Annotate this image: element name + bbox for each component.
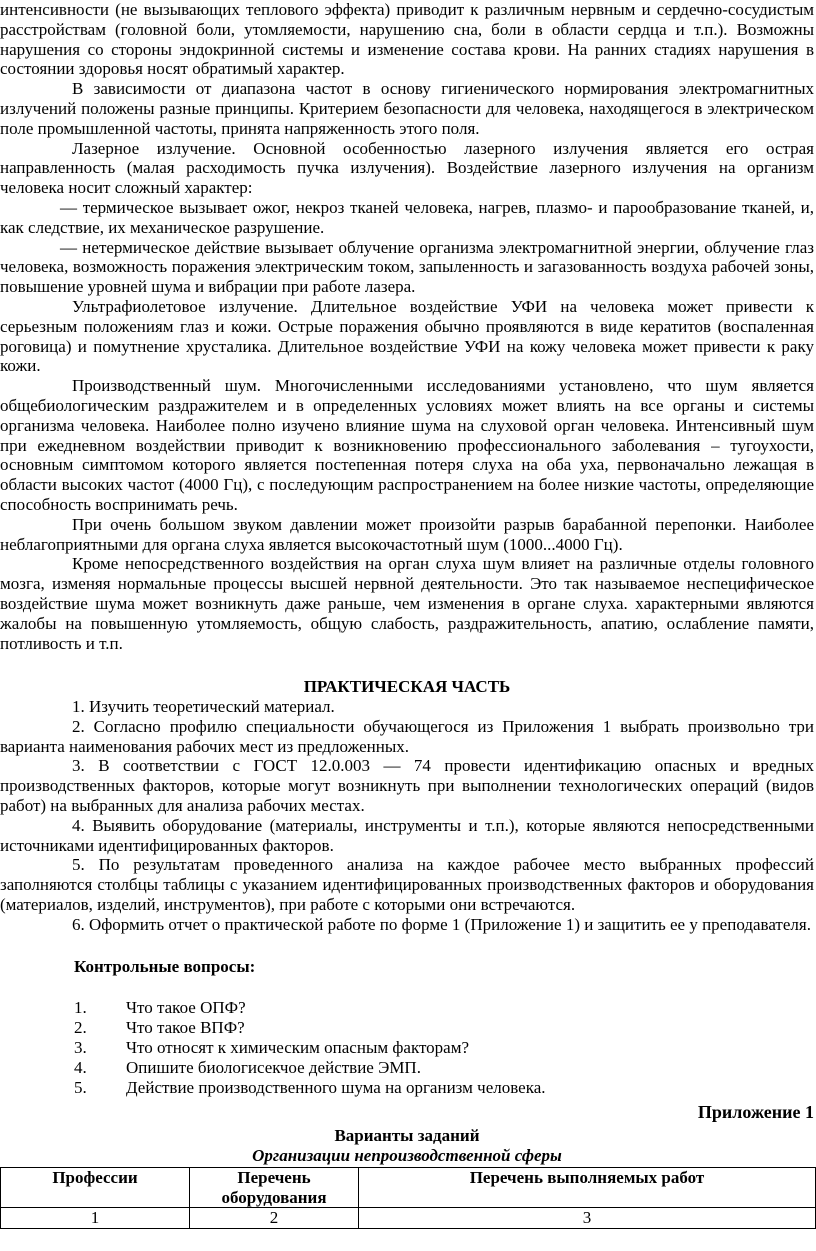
paragraph-laser-thermal: — термическое вызывает ожог, некроз тканей человека, нагрев, плазмо- и парообразование тканей, и, как следствие, их механическое разрушение. [0,197,814,237]
appendix-label: Приложение 1 [697,1102,814,1123]
paragraph-emi-effects: интенсивности (не вызывающих теплового эффекта) приводит к различным нервным и сердечно-сосудистым расстройствам (головной боли, утомляемости, нарушению сна, боли в области сердца и т.п.). Возможны нарушения со стороны эндокринной системы и изменение состава крови. На ранних стадиях нарушения в состоянии здоровья носят обратимый характер. [0,0,814,79]
practical-item: 1. Изучить теоретический материал. [72,697,335,717]
question-text: Действие производственного шума на организм человека. [126,1077,546,1097]
practical-item: 4. Выявить оборудование (материалы, инструменты и т.п.), которые являются непосредственными источниками идентифицированных факторов. [0,815,814,855]
variants-title: Варианты заданий [334,1126,480,1146]
table-header-cell: Перечень выполняемых работ [359,1167,816,1208]
practical-item: 3. В соответствии с ГОСТ 12.0.003 — 74 провести идентификацию опасных и вредных производственных факторов, которые могут возникнуть при выполнении технологических операций (видов работ) на выбранных для анализа рабочих местах. [0,756,814,816]
org-title: Организации непроизводственной сферы [252,1146,562,1166]
question-text: Опишите биологисекчое действие ЭМП. [126,1057,421,1077]
question-text: Что такое ВПФ? [126,1018,245,1038]
control-questions-list [0,998,814,1097]
question-text: Что такое ОПФ? [126,998,246,1018]
table-header-cell: Перечень оборудования [190,1167,359,1208]
paragraph-noise: Производственный шум. Многочисленными исследованиями установлено, что шум является общебиологическим раздражителем и в определенных условиях может влиять на все органы и системы организма человека. Наиболее полно изучено влияние шума на слуховой орган человека. Интенсивный шум при ежедневном воздействии приводит к возникновению профессионального заболевания – тугоухости, основным симптомом которого является постепенная потеря слуха на оба уха, первоначально лежащая в области высоких частот (4000 Гц), с последующим распространением на более низкие частоты, определяющие способность воспринимать речь. [0,376,814,514]
list-item [74,1078,814,1098]
control-questions-title: Контрольные вопросы: [74,956,256,976]
paragraph-laser: Лазерное излучение. Основной особенностью лазерного излучения является его острая направленность (малая расходимость пучка излучения). Воздействие лазерного излучения на организм человека носит сложный характер: [0,138,814,198]
question-text: Что относят к химическим опасным факторам? [126,1038,470,1058]
list-item [74,998,814,1018]
table-cell: 1 [1,1208,190,1229]
practical-item: 6. Оформить отчет о практической работе по форме 1 (Приложение 1) и защитить ее у преподавателя. [72,914,811,934]
table-row [1,1208,816,1229]
paragraph-noise-nonspecific: Кроме непосредственного воздействия на орган слуха шум влияет на различные отделы головного мозга, изменяя нормальные процессы высшей нервной деятельности. Это так называемое неспецифическое воздействие шума может возникнуть даже раньше, чем изменения в органе слуха. характерными являются жалобы на повышенную утомляемость, общую слабость, раздражительность, апатию, ослабление памяти, потливость и т.п. [0,554,814,653]
question-number: 5. [74,1077,87,1097]
question-number: 2. [74,1018,87,1038]
list-item [74,1038,814,1058]
question-number: 3. [74,1038,87,1058]
variants-table [0,1167,816,1229]
practical-heading: ПРАКТИЧЕСКАЯ ЧАСТЬ [303,677,511,697]
table-header-row [1,1167,816,1208]
paragraph-laser-nonthermal: — нетермическое действие вызывает облучение организма электромагнитной энергии, облучение глаз человека, возможность поражения электрическим током, запыленность и загазованность воздуха рабочей зоны, повышение уровней шума и вибрации при работе лазера. [0,237,814,297]
practical-item: 2. Согласно профилю специальности обучающегося из Приложения 1 выбрать произвольно три варианта наименования рабочих мест из предложенных. [0,716,814,756]
question-number: 1. [74,998,87,1018]
paragraph-noise-pressure: При очень большом звуком давлении может произойти разрыв барабанной перепонки. Наиболее неблагоприятными для органа слуха является высокочастотный шум (1000...4000 Гц). [0,514,814,554]
question-number: 4. [74,1057,87,1077]
table-cell: 2 [190,1208,359,1229]
list-item [74,1058,814,1078]
practical-item: 5. По результатам проведенного анализа на каждое рабочее место выбранных профессий заполняются столбцы таблицы с указанием идентифицированных производственных факторов и оборудования (материалов, изделий, инструментов), при работе с которыми они встречаются. [0,855,814,915]
paragraph-uv: Ультрафиолетовое излучение. Длительное воздействие УФИ на человека может привести к серьезным положениям глаз и кожи. Острые поражения обычно проявляются в виде кератитов (воспаленная роговица) и помутнение хрусталика. Длительное воздействие УФИ на кожу человека может привести к раку кожи. [0,296,814,376]
list-item [74,1018,814,1038]
table-header-cell: Профессии [1,1167,190,1208]
table-cell: 3 [359,1208,816,1229]
paragraph-emi-norms: В зависимости от диапазона частот в основу гигиенического нормирования электромагнитных излучений положены разные принципы. Критерием безопасности для человека, находящегося в электрическом поле промышленной частоты, принята напряженность этого поля. [0,79,814,138]
